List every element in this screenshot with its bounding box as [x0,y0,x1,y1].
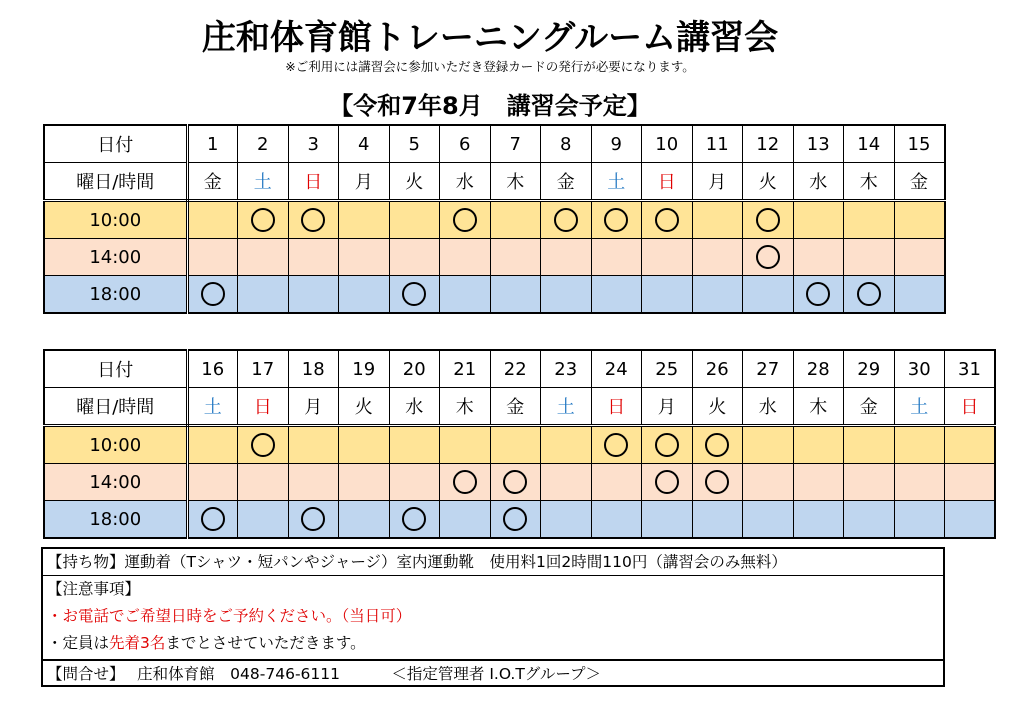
session-cell [642,501,693,539]
weekday-cell: 木 [440,388,491,426]
session-cell [591,464,642,501]
session-cell [743,239,794,276]
weekday-cell: 日 [288,163,339,201]
session-cell [288,501,339,539]
session-cell [389,464,440,501]
date-cell: 27 [743,350,794,388]
session-circle-icon [705,433,729,457]
session-cell [793,501,844,539]
session-cell [238,239,289,276]
session-cell [945,501,996,539]
session-cell [793,464,844,501]
weekday-cell: 日 [238,388,289,426]
date-cell: 19 [339,350,390,388]
session-cell [844,426,895,464]
session-circle-icon [251,433,275,457]
session-row-18 [44,276,945,314]
session-cell [844,464,895,501]
session-cell [490,239,541,276]
weekday-cell: 水 [440,163,491,201]
date-cell: 9 [591,125,642,163]
capacity-note [43,630,943,657]
session-circle-icon [655,208,679,232]
session-cell [743,464,794,501]
session-cell [490,501,541,539]
session-circle-icon [705,470,729,494]
capacity-note-post: までとさせていただきます。 [165,634,366,652]
weekday-row [44,163,945,201]
session-row-10 [44,201,945,239]
date-cell: 8 [541,125,592,163]
session-cell [591,426,642,464]
session-cell [440,426,491,464]
session-cell [692,276,743,314]
session-cell [793,201,844,239]
date-cell: 26 [692,350,743,388]
session-cell [844,501,895,539]
session-circle-icon [503,470,527,494]
session-circle-icon [301,507,325,531]
session-cell [591,201,642,239]
session-cell [945,426,996,464]
session-circle-icon [756,208,780,232]
date-cell: 28 [793,350,844,388]
session-cell [642,464,693,501]
page-title: 庄和体育館トレーニングルーム講習会 [201,18,779,58]
session-circle-icon [402,507,426,531]
session-cell [894,501,945,539]
session-cell [692,501,743,539]
session-cell [288,426,339,464]
weekday-cell: 木 [844,163,895,201]
session-circle-icon [301,208,325,232]
session-cell [793,276,844,314]
session-row-14 [44,239,945,276]
weekday-cell: 木 [490,163,541,201]
weekday-cell: 水 [389,388,440,426]
notes-heading: 【注意事項】 [47,580,141,598]
weekday-cell: 月 [339,163,390,201]
session-cell [945,464,996,501]
weekday-cell: 金 [844,388,895,426]
weekday-cell: 金 [894,163,945,201]
session-cell [440,501,491,539]
weekday-cell: 月 [288,388,339,426]
session-cell [187,501,238,539]
session-cell [490,276,541,314]
session-cell [288,239,339,276]
weekday-cell: 火 [339,388,390,426]
schedule-table-second-half [43,349,996,539]
session-cell [541,426,592,464]
session-row-10 [44,426,995,464]
weekday-cell: 土 [187,388,238,426]
session-cell [490,426,541,464]
session-cell [692,426,743,464]
session-circle-icon [201,282,225,306]
session-cell [692,239,743,276]
session-circle-icon [604,208,628,232]
date-cell: 21 [440,350,491,388]
session-circle-icon [554,208,578,232]
session-cell [844,201,895,239]
session-cell [440,239,491,276]
session-cell [238,276,289,314]
session-row-18 [44,501,995,539]
session-cell [793,426,844,464]
session-cell [541,501,592,539]
session-cell [187,464,238,501]
capacity-note-highlight: 先着3名 [109,634,166,652]
session-cell [288,201,339,239]
session-cell [238,201,289,239]
weekday-cell: 火 [743,163,794,201]
session-cell [187,276,238,314]
session-cell [894,464,945,501]
session-cell [743,501,794,539]
session-cell [389,501,440,539]
date-cell: 2 [238,125,289,163]
date-cell: 11 [692,125,743,163]
date-cell: 5 [389,125,440,163]
session-cell [743,276,794,314]
session-cell [541,464,592,501]
weekday-row [44,388,995,426]
session-cell [692,201,743,239]
session-row-14 [44,464,995,501]
session-cell [844,276,895,314]
date-cell: 23 [541,350,592,388]
session-circle-icon [503,507,527,531]
contact-line: 【問合せ】 庄和体育館 048-746-6111 ＜指定管理者 I.O.Tグループ＞ [43,659,943,687]
session-cell [541,201,592,239]
session-cell [389,276,440,314]
date-cell: 13 [793,125,844,163]
weekday-cell: 日 [945,388,996,426]
date-cell: 3 [288,125,339,163]
session-circle-icon [453,470,477,494]
session-cell [440,276,491,314]
session-cell [238,426,289,464]
weekday-cell: 木 [793,388,844,426]
date-label: 日付 [44,350,187,388]
session-cell [894,201,945,239]
session-cell [591,276,642,314]
weekday-cell: 日 [591,388,642,426]
session-cell [389,239,440,276]
weekday-cell: 金 [490,388,541,426]
time-label: 14:00 [44,239,187,276]
weekday-time-label: 曜日/時間 [44,163,187,201]
time-label: 18:00 [44,276,187,314]
capacity-note-pre: ・定員は [47,634,110,652]
session-circle-icon [655,470,679,494]
weekday-cell: 土 [591,163,642,201]
session-cell [339,201,390,239]
time-label: 10:00 [44,426,187,464]
session-cell [440,464,491,501]
weekday-time-label: 曜日/時間 [44,388,187,426]
date-cell: 15 [894,125,945,163]
session-cell [642,239,693,276]
session-circle-icon [756,245,780,269]
date-cell: 4 [339,125,390,163]
date-cell: 22 [490,350,541,388]
time-label: 14:00 [44,464,187,501]
weekday-cell: 火 [692,388,743,426]
session-cell [541,276,592,314]
session-cell [692,464,743,501]
session-circle-icon [201,507,225,531]
session-cell [339,501,390,539]
date-cell: 29 [844,350,895,388]
session-cell [591,501,642,539]
session-cell [743,426,794,464]
belongings-line: 【持ち物】運動着（Tシャツ・短パンやジャージ）室内運動靴 使用料1回2時間110円（講習会のみ無料） [43,549,943,576]
date-cell: 24 [591,350,642,388]
session-cell [187,426,238,464]
session-cell [844,239,895,276]
session-cell [541,239,592,276]
session-cell [339,276,390,314]
weekday-cell: 月 [692,163,743,201]
session-cell [288,276,339,314]
date-cell: 7 [490,125,541,163]
date-cell: 6 [440,125,491,163]
time-label: 18:00 [44,501,187,539]
session-cell [339,239,390,276]
session-cell [187,239,238,276]
date-cell: 18 [288,350,339,388]
session-cell [894,426,945,464]
session-cell [894,276,945,314]
date-cell: 31 [945,350,996,388]
weekday-cell: 土 [894,388,945,426]
date-cell: 20 [389,350,440,388]
session-circle-icon [806,282,830,306]
session-cell [743,201,794,239]
session-cell [288,464,339,501]
session-circle-icon [402,282,426,306]
session-cell [642,276,693,314]
session-cell [389,426,440,464]
registration-note: ※ご利用には講習会に参加いただき登録カードの発行が必要になります。 [285,59,695,74]
schedule-table-first-half [43,124,946,314]
weekday-cell: 土 [238,163,289,201]
time-label: 10:00 [44,201,187,239]
date-row [44,350,995,388]
weekday-cell: 日 [642,163,693,201]
session-circle-icon [655,433,679,457]
session-circle-icon [604,433,628,457]
date-label: 日付 [44,125,187,163]
session-cell [490,464,541,501]
session-cell [591,239,642,276]
weekday-cell: 月 [642,388,693,426]
session-cell [440,201,491,239]
date-cell: 17 [238,350,289,388]
date-cell: 1 [187,125,238,163]
date-cell: 30 [894,350,945,388]
session-cell [793,239,844,276]
weekday-cell: 金 [187,163,238,201]
session-cell [238,501,289,539]
weekday-cell: 火 [389,163,440,201]
date-cell: 14 [844,125,895,163]
info-box [41,547,945,687]
session-cell [187,201,238,239]
weekday-cell: 水 [793,163,844,201]
session-circle-icon [453,208,477,232]
session-cell [238,464,289,501]
session-cell [490,201,541,239]
date-cell: 25 [642,350,693,388]
session-cell [389,201,440,239]
weekday-cell: 水 [743,388,794,426]
weekday-cell: 土 [541,388,592,426]
session-cell [894,239,945,276]
session-cell [339,426,390,464]
date-cell: 16 [187,350,238,388]
session-cell [642,426,693,464]
weekday-cell: 金 [541,163,592,201]
date-cell: 12 [743,125,794,163]
session-circle-icon [251,208,275,232]
schedule-heading: 【令和7年8月 講習会予定】 [329,92,651,120]
reservation-note: ・お電話でご希望日時をご予約ください。（当日可） [47,607,412,625]
session-circle-icon [857,282,881,306]
session-cell [339,464,390,501]
date-row [44,125,945,163]
date-cell: 10 [642,125,693,163]
session-cell [642,201,693,239]
